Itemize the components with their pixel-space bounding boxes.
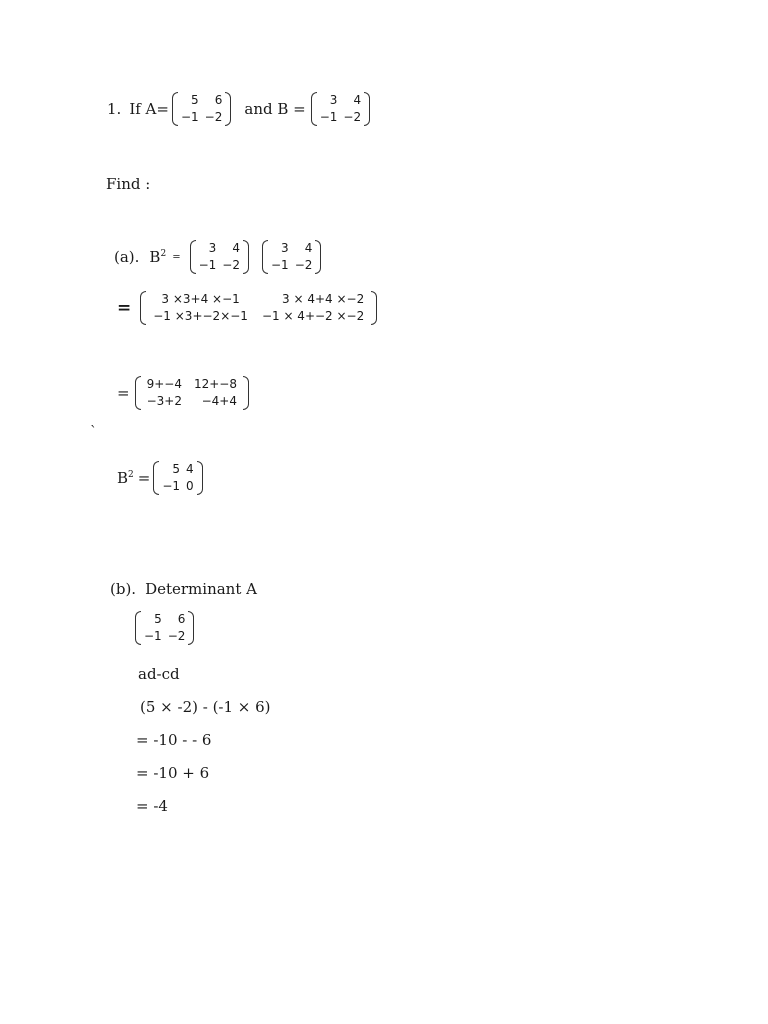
problem-statement: [107, 92, 373, 126]
matrix-cell: 9+−4: [146, 377, 182, 391]
part-b-label: (b).: [110, 580, 137, 598]
matrix-cell: 4: [232, 241, 240, 255]
determinant-step-2: (5 × -2) - (-1 × 6): [140, 698, 271, 716]
expanded-matrix: [140, 291, 377, 325]
matrix-cell: 12+−8: [193, 377, 237, 391]
result-b-squared-label: $B^2$: [117, 469, 134, 487]
part-b-title: Determinant A: [145, 580, 257, 598]
matrix-cell: −1: [319, 110, 338, 124]
matrix-cell: 4: [353, 93, 362, 107]
matrix-cell: −2: [167, 629, 186, 643]
part-b-matrix-line: [132, 611, 197, 645]
part-a-b-squared-line: [114, 240, 324, 274]
determinant-step-3: = -10 - - 6: [136, 731, 212, 749]
determinant-step-1: ad-cd: [138, 665, 180, 683]
matrix-cell: 5: [191, 93, 199, 107]
determinant-step-5: = -4: [136, 797, 168, 815]
if-a-label: If A=: [129, 100, 169, 118]
equals-sign: =: [117, 384, 130, 402]
and-b-label: and B =: [244, 100, 306, 118]
matrix-cell: −1 ×3+−2×−1: [153, 309, 248, 323]
matrix-cell: 6: [177, 612, 186, 626]
simplified-matrix: [135, 376, 249, 410]
matrix-cell: 4: [186, 462, 194, 476]
matrix-cell: −2: [343, 110, 362, 124]
matrix-cell: −1: [162, 479, 181, 493]
factor-matrix-1: [190, 240, 249, 274]
matrix-cell: 3 ×3+4 ×−1: [161, 292, 240, 306]
matrix-cell: 3 × 4+4 ×−2: [282, 292, 365, 306]
expanded-line: [117, 291, 380, 325]
matrix-cell: 5: [172, 462, 181, 476]
matrix-cell: −1: [198, 258, 217, 272]
matrix-cell: −2: [222, 258, 240, 272]
determinant-step-4: = -10 + 6: [136, 764, 210, 782]
stray-mark: `: [90, 424, 97, 440]
matrix-cell: −4+4: [201, 394, 237, 408]
matrix-b: [311, 92, 370, 126]
factor-matrix-2: [262, 240, 321, 274]
matrix-cell: −2: [294, 258, 313, 272]
matrix-cell: 3: [208, 241, 217, 255]
result-line: [117, 461, 206, 495]
matrix-cell: 3: [281, 241, 289, 255]
matrix-cell: −1: [180, 110, 199, 124]
matrix-cell: −1: [270, 258, 289, 272]
matrix-cell: 5: [154, 612, 162, 626]
equals-sign-bold: =: [117, 298, 132, 318]
result-equals-sign: =: [137, 469, 151, 487]
part-b-heading: [110, 580, 257, 598]
simplified-line: [117, 376, 252, 410]
matrix-cell: 6: [214, 93, 223, 107]
matrix-a: [172, 92, 231, 126]
matrix-cell: 4: [304, 241, 313, 255]
find-label: Find :: [106, 175, 151, 193]
result-matrix: [153, 461, 202, 495]
equals-sign: =: [172, 251, 181, 263]
b-squared-label: $B^2$: [149, 248, 167, 266]
problem-number: 1.: [107, 100, 122, 118]
matrix-cell: −2: [204, 110, 223, 124]
matrix-cell: −1 × 4+−2 ×−2: [261, 309, 365, 323]
determinant-matrix: [135, 611, 194, 645]
matrix-cell: −1: [144, 629, 162, 643]
matrix-cell: 3: [329, 93, 338, 107]
part-a-label: (a).: [114, 248, 140, 266]
matrix-cell: −3+2: [146, 394, 182, 408]
matrix-cell: 0: [186, 479, 194, 493]
